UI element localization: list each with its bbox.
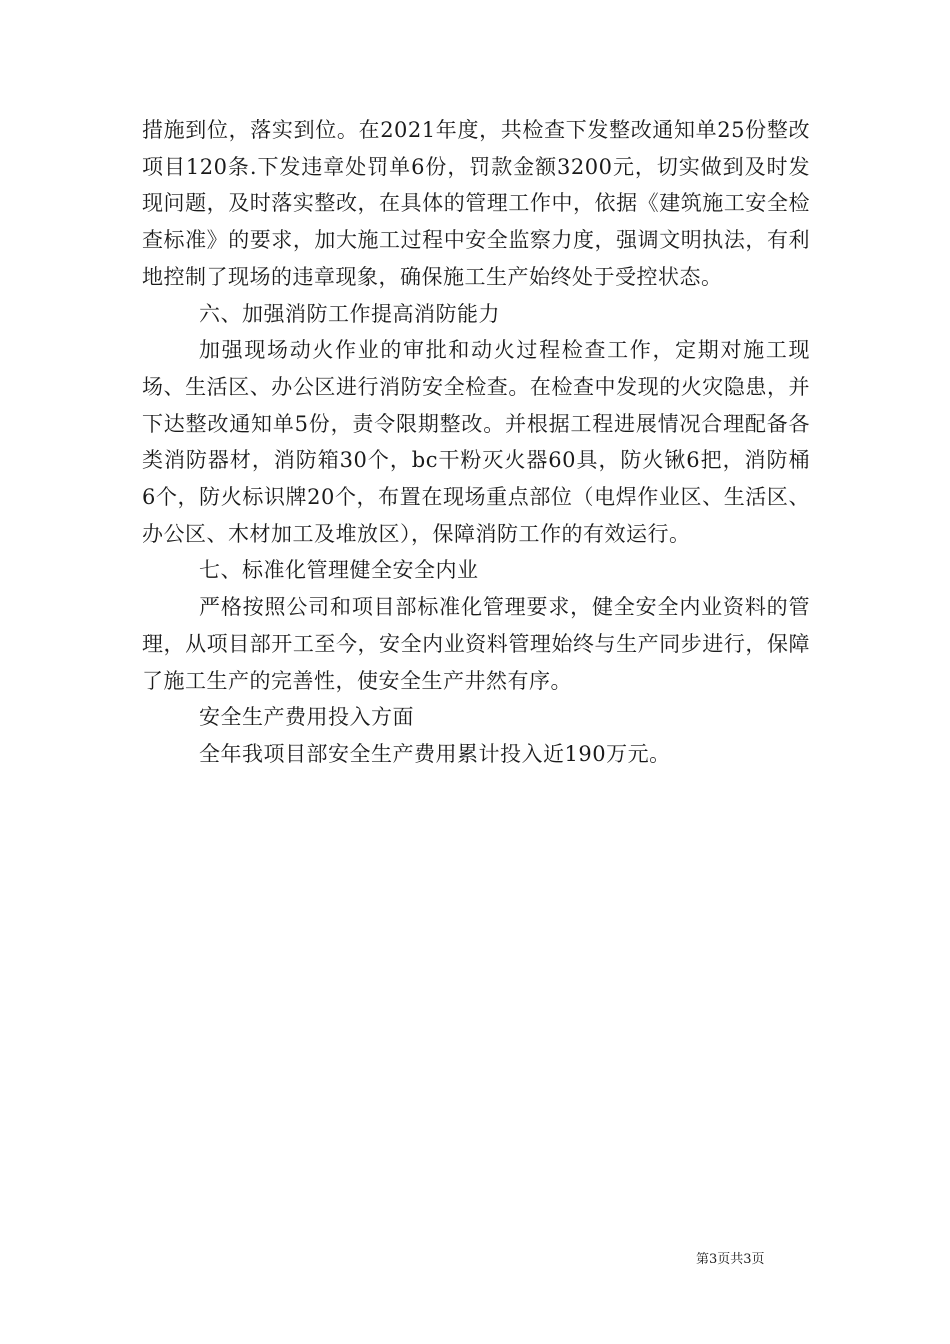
heading-fire-safety: 六、加强消防工作提高消防能力 [199, 301, 500, 326]
paragraph-safety-expenses: 全年我项目部安全生产费用累计投入近190万元。 [199, 741, 671, 766]
heading-safety-expenses: 安全生产费用投入方面 [199, 705, 414, 730]
heading-standardization: 七、标准化管理健全安全内业 [199, 558, 479, 583]
document-body [142, 112, 810, 773]
page-number-footer: 第3页共3页 [696, 1252, 765, 1267]
paragraph-standardization: 严格按照公司和项目部标准化管理要求，健全安全内业资料的管理，从项目部开工至今，安全内业资料管理始终与生产同步进行，保障了施工生产的完善性，使安全生产井然有序。 [142, 595, 810, 693]
paragraph-inspection-summary: 措施到位，落实到位。在2021年度，共检查下发整改通知单25份整改项目120条.下发违章处罚单6份，罚款金额3200元，切实做到及时发现问题，及时落实整改，在具体的管理工作中，依据《建筑施工安全检查标准》的要求，加大施工过程中安全监察力度，强调文明执法，有利地控制了现场的违章现象，确保施工生产始终处于受控状态。 [142, 118, 810, 289]
paragraph-fire-safety: 加强现场动火作业的审批和动火过程检查工作，定期对施工现场、生活区、办公区进行消防安全检查。在检查中发现的火灾隐患，并下达整改通知单5份，责令限期整改。并根据工程进展情况合理配备各类消防器材，消防箱30个，bc干粉灭火器60具，防火锹6把，消防桶6个，防火标识牌20个，布置在现场重点部位（电焊作业区、生活区、办公区、木材加工及堆放区），保障消防工作的有效运行。 [142, 338, 810, 546]
